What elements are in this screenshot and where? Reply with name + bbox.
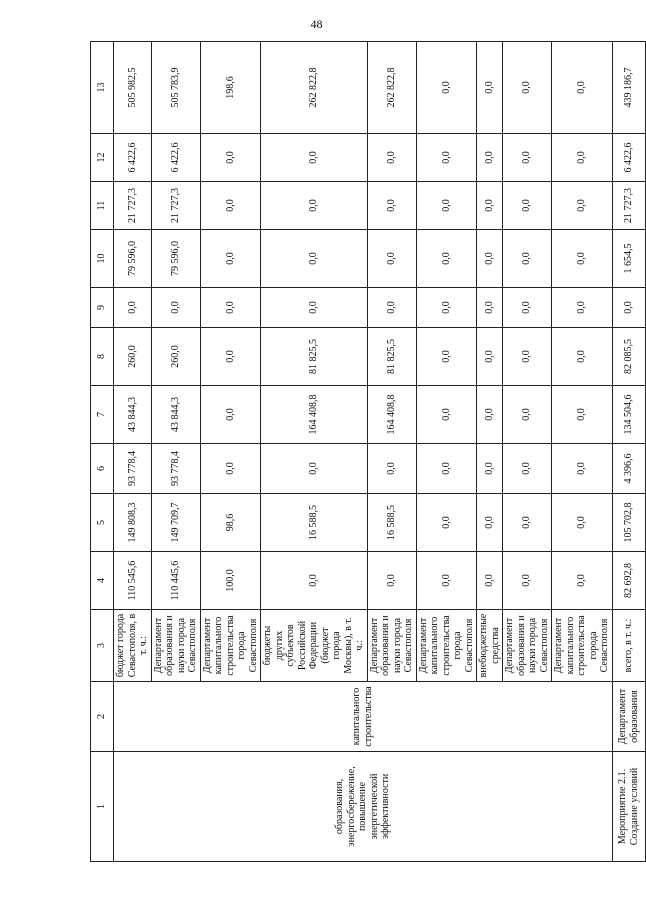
- value-cell: 0,0: [416, 444, 477, 494]
- value-cell: 0,0: [367, 134, 416, 182]
- value-cell: 260,0: [114, 328, 152, 386]
- value-cell: 0,0: [261, 182, 368, 230]
- value-cell: 105 702,8: [612, 494, 645, 552]
- value-cell: 164 408,8: [367, 386, 416, 444]
- value-cell: 0,0: [552, 494, 613, 552]
- value-cell: 0,0: [552, 230, 613, 288]
- total-cell: 439 186,7: [612, 42, 645, 134]
- value-cell: 43 844,3: [151, 386, 200, 444]
- rotated-table-area: [90, 42, 640, 862]
- value-cell: 0,0: [151, 288, 200, 328]
- value-cell: 0,0: [261, 288, 368, 328]
- source-cell: бюджет города Севастополя, в т. ч.:: [114, 610, 152, 682]
- value-cell: 0,0: [416, 134, 477, 182]
- value-cell: 0,0: [114, 288, 152, 328]
- source-cell: Департамент образования и науки города Севастополя: [367, 610, 416, 682]
- value-cell: 82 692,8: [612, 552, 645, 610]
- column-number: 5: [91, 494, 114, 552]
- value-cell: 0,0: [416, 230, 477, 288]
- value-cell: 0,0: [503, 386, 552, 444]
- total-cell: 262 822,8: [261, 42, 368, 134]
- value-cell: 6 422,6: [114, 134, 152, 182]
- value-cell: 0,0: [367, 182, 416, 230]
- value-cell: 0,0: [552, 444, 613, 494]
- table-row: [114, 42, 152, 862]
- value-cell: 0,0: [552, 328, 613, 386]
- value-cell: 0,0: [367, 444, 416, 494]
- table-row: [612, 42, 645, 862]
- source-cell: Департамент капитального строительства города Севастополя: [552, 610, 613, 682]
- value-cell: 110 445,6: [151, 552, 200, 610]
- value-cell: 0,0: [503, 288, 552, 328]
- value-cell: 260,0: [151, 328, 200, 386]
- value-cell: 0,0: [200, 328, 261, 386]
- value-cell: 0,0: [367, 288, 416, 328]
- column-number: 6: [91, 444, 114, 494]
- column-number: 1: [91, 752, 114, 862]
- page-number: 48: [310, 17, 323, 31]
- total-cell: 0,0: [503, 42, 552, 134]
- value-cell: 0,0: [200, 288, 261, 328]
- value-cell: 0,0: [200, 444, 261, 494]
- value-cell: 21 727,3: [612, 182, 645, 230]
- column-number: 7: [91, 386, 114, 444]
- value-cell: 0,0: [477, 182, 503, 230]
- value-cell: 6 422,6: [612, 134, 645, 182]
- value-cell: 93 778,4: [151, 444, 200, 494]
- column-number: 12: [91, 134, 114, 182]
- measure-name-cell: образования, энергосбережение, повышение энергетической эффективности: [114, 752, 613, 862]
- value-cell: 0,0: [477, 134, 503, 182]
- value-cell: 0,0: [477, 288, 503, 328]
- value-cell: 0,0: [261, 134, 368, 182]
- value-cell: 0,0: [416, 182, 477, 230]
- measure-name-cell: Мероприятие 2.1. Создание условий: [612, 752, 645, 862]
- column-number: 8: [91, 328, 114, 386]
- value-cell: 0,0: [477, 328, 503, 386]
- value-cell: 0,0: [503, 494, 552, 552]
- value-cell: 0,0: [552, 288, 613, 328]
- value-cell: 0,0: [416, 552, 477, 610]
- value-cell: 16 588,5: [367, 494, 416, 552]
- source-cell: Департамент образования и науки города Севастополя: [151, 610, 200, 682]
- value-cell: 0,0: [261, 552, 368, 610]
- total-cell: 0,0: [416, 42, 477, 134]
- value-cell: 0,0: [200, 134, 261, 182]
- executor-cell: капитального строительства: [114, 682, 613, 752]
- value-cell: 149 808,3: [114, 494, 152, 552]
- value-cell: 149 709,7: [151, 494, 200, 552]
- value-cell: 0,0: [416, 494, 477, 552]
- column-number-row: [91, 42, 114, 862]
- total-cell: 0,0: [552, 42, 613, 134]
- value-cell: 0,0: [416, 328, 477, 386]
- source-cell: Департамент образования и науки города Севастополя: [503, 610, 552, 682]
- value-cell: 6 422,6: [151, 134, 200, 182]
- value-cell: 0,0: [416, 386, 477, 444]
- value-cell: 0,0: [367, 230, 416, 288]
- value-cell: 82 085,5: [612, 328, 645, 386]
- value-cell: 0,0: [477, 386, 503, 444]
- value-cell: 93 778,4: [114, 444, 152, 494]
- value-cell: 164 408,8: [261, 386, 368, 444]
- value-cell: 79 596,0: [151, 230, 200, 288]
- source-cell: всего, в т. ч.:: [612, 610, 645, 682]
- value-cell: 0,0: [200, 230, 261, 288]
- value-cell: 4 396,6: [612, 444, 645, 494]
- value-cell: 16 588,5: [261, 494, 368, 552]
- value-cell: 0,0: [552, 134, 613, 182]
- total-cell: 262 822,8: [367, 42, 416, 134]
- source-cell: Департамент капитального строительства города Севастополя: [200, 610, 261, 682]
- executor-cell: Департамент образования: [612, 682, 645, 752]
- value-cell: 0,0: [552, 386, 613, 444]
- column-number: 11: [91, 182, 114, 230]
- value-cell: 0,0: [552, 552, 613, 610]
- value-cell: 0,0: [477, 552, 503, 610]
- total-cell: 505 982,5: [114, 42, 152, 134]
- budget-table: [90, 41, 646, 862]
- value-cell: 110 545,6: [114, 552, 152, 610]
- value-cell: 0,0: [503, 444, 552, 494]
- value-cell: 0,0: [503, 552, 552, 610]
- value-cell: 0,0: [612, 288, 645, 328]
- value-cell: 0,0: [416, 288, 477, 328]
- column-number: 2: [91, 682, 114, 752]
- value-cell: 43 844,3: [114, 386, 152, 444]
- total-cell: 0,0: [477, 42, 503, 134]
- value-cell: 81 825,5: [367, 328, 416, 386]
- value-cell: 0,0: [503, 328, 552, 386]
- value-cell: 0,0: [552, 182, 613, 230]
- value-cell: 1 654,5: [612, 230, 645, 288]
- value-cell: 79 596,0: [114, 230, 152, 288]
- total-cell: 505 783,9: [151, 42, 200, 134]
- value-cell: 0,0: [200, 182, 261, 230]
- value-cell: 134 504,6: [612, 386, 645, 444]
- value-cell: 81 825,5: [261, 328, 368, 386]
- source-cell: Департамент капитального строительства города Севастополя: [416, 610, 477, 682]
- value-cell: 0,0: [503, 230, 552, 288]
- column-number: 3: [91, 610, 114, 682]
- value-cell: 0,0: [477, 494, 503, 552]
- rotated-table-container: [90, 42, 640, 862]
- value-cell: 98,6: [200, 494, 261, 552]
- source-cell: внебюджетные средства: [477, 610, 503, 682]
- column-number: 13: [91, 42, 114, 134]
- source-cell: бюджеты других субъектов Российской Федерации (бюджет города Москвы), в т. ч.:: [261, 610, 368, 682]
- column-number: 10: [91, 230, 114, 288]
- value-cell: 100,0: [200, 552, 261, 610]
- value-cell: 0,0: [503, 134, 552, 182]
- value-cell: 21 727,3: [114, 182, 152, 230]
- column-number: 4: [91, 552, 114, 610]
- value-cell: 0,0: [261, 230, 368, 288]
- value-cell: 0,0: [503, 182, 552, 230]
- column-number: 9: [91, 288, 114, 328]
- total-cell: 198,6: [200, 42, 261, 134]
- value-cell: 0,0: [367, 552, 416, 610]
- value-cell: 0,0: [261, 444, 368, 494]
- value-cell: 0,0: [477, 230, 503, 288]
- value-cell: 21 727,3: [151, 182, 200, 230]
- value-cell: 0,0: [477, 444, 503, 494]
- value-cell: 0,0: [200, 386, 261, 444]
